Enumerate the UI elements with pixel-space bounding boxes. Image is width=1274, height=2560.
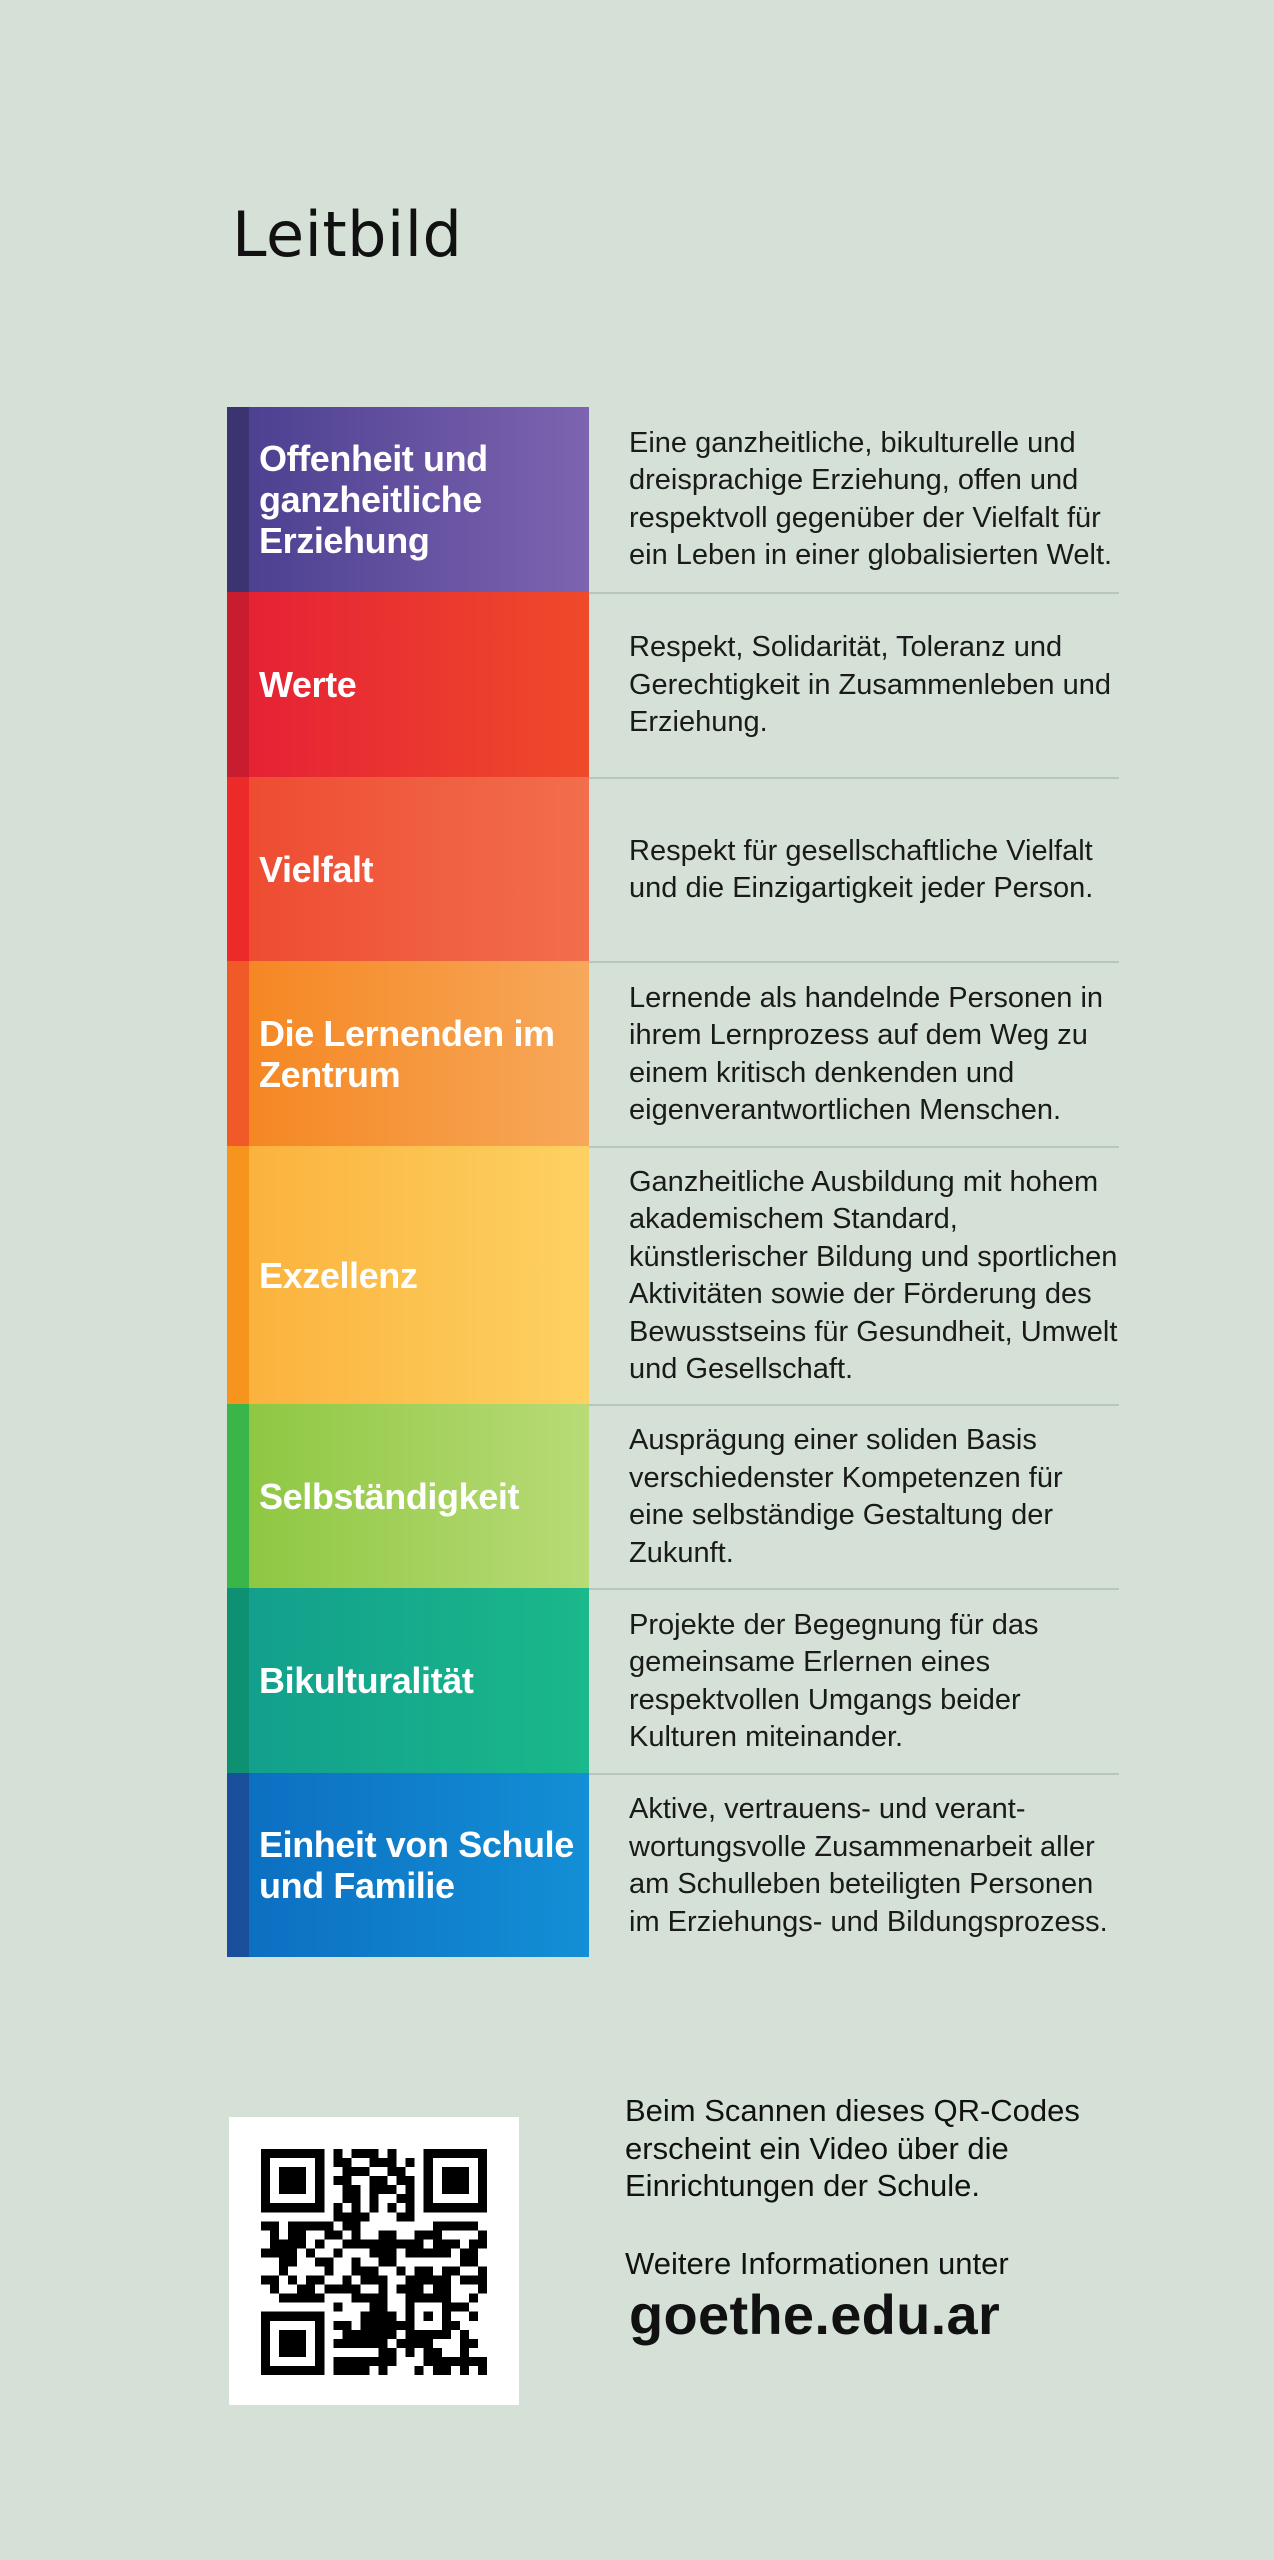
value-label: Offenheit und ganzheitliche Erziehung bbox=[259, 438, 488, 561]
page-title: Leitbild bbox=[232, 198, 463, 271]
value-description-cell bbox=[589, 592, 1119, 777]
value-row-1 bbox=[227, 407, 1119, 592]
value-description-cell bbox=[589, 1404, 1119, 1588]
value-row-3 bbox=[227, 777, 1119, 961]
qr-scan-text: Beim Scannen dieses QR-Codes erscheint ein Video über die Einrichtungen der Schule. bbox=[625, 2093, 1080, 2203]
value-label-block bbox=[227, 777, 589, 961]
value-label: Exzellenz bbox=[259, 1254, 418, 1296]
value-row-2 bbox=[227, 592, 1119, 777]
value-description-cell bbox=[589, 407, 1119, 592]
value-label-block bbox=[227, 407, 589, 592]
value-label: Vielfalt bbox=[259, 848, 374, 890]
value-row-5 bbox=[227, 1146, 1119, 1404]
qr-info bbox=[625, 2092, 1145, 2348]
value-label: Werte bbox=[259, 664, 357, 705]
value-label: Die Lernenden im Zentrum bbox=[259, 1012, 555, 1095]
value-row-4 bbox=[227, 961, 1119, 1146]
value-description: Eine ganzheitliche, bikulturelle und dreisprachige Erziehung, offen und respektvoll gegenüber der Vielfalt für ein Leben in einer globalisierten Welt. bbox=[629, 426, 1113, 571]
value-label-block bbox=[227, 961, 589, 1146]
value-description: Lernende als handelnde Personen in ihrem Lernprozess auf dem Weg zu einem kritisch denkenden und eigenverantwortlichen Menschen. bbox=[629, 981, 1104, 1126]
value-description-cell bbox=[589, 961, 1119, 1146]
value-row-6 bbox=[227, 1404, 1119, 1588]
value-description: Projekte der Begegnung für das gemeinsame Erlernen eines respektvollen Umgangs beider Kulturen miteinander. bbox=[629, 1608, 1039, 1753]
website-link[interactable]: goethe.edu.ar bbox=[629, 2283, 1001, 2346]
value-description-cell bbox=[589, 1773, 1119, 1957]
value-description: Aktive, vertrauens- und verant-wortungsvolle Zusammenarbeit aller am Schulleben beteiligten Personen im Erziehungs- und Bildungsprozess. bbox=[629, 1793, 1108, 1938]
value-description: Respekt für gesellschaftliche Vielfalt und die Einzigartigkeit jeder Person. bbox=[629, 834, 1094, 904]
value-label-block bbox=[227, 1588, 589, 1773]
value-row-8 bbox=[227, 1773, 1119, 1957]
qr-code-icon bbox=[261, 2149, 487, 2375]
values-table bbox=[227, 407, 1119, 1957]
value-description: Ganzheitliche Ausbildung mit hohem akademischem Standard, künstlerischer Bildung und sportlichen Aktivitäten sowie der Förderung des Bewusstseins für Gesundheit, Umwelt und Gesellschaft. bbox=[629, 1165, 1118, 1385]
value-label-block bbox=[227, 1773, 589, 1957]
more-info-text: Weitere Informationen unter bbox=[625, 2245, 1009, 2281]
value-label: Selbständigkeit bbox=[259, 1475, 520, 1517]
value-label: Einheit von Schule und Familie bbox=[259, 1824, 574, 1906]
value-label-block bbox=[227, 1146, 589, 1404]
value-label: Bikulturalität bbox=[259, 1660, 474, 1701]
value-description-cell bbox=[589, 1146, 1119, 1404]
value-description: Respekt, Solidarität, Toleranz und Gerechtigkeit in Zusammenleben und Erziehung. bbox=[629, 631, 1111, 739]
qr-code[interactable] bbox=[229, 2117, 519, 2405]
value-label-block bbox=[227, 592, 589, 777]
value-description-cell bbox=[589, 777, 1119, 961]
value-label-block bbox=[227, 1404, 589, 1588]
value-description: Ausprägung einer soliden Basis verschiedenster Kompetenzen für eine selbständige Gestaltung der Zukunft. bbox=[629, 1424, 1063, 1569]
value-row-7 bbox=[227, 1588, 1119, 1773]
value-description-cell bbox=[589, 1588, 1119, 1773]
